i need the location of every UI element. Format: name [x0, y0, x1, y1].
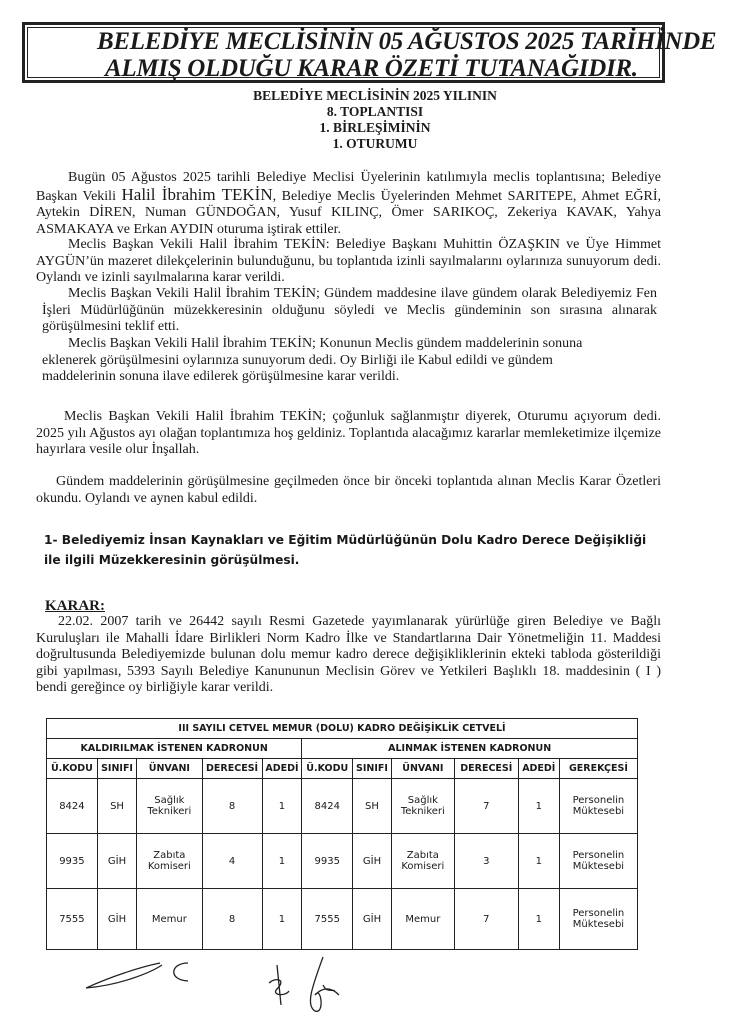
table-cell: 7555: [47, 889, 98, 950]
table-cell: 7: [454, 779, 518, 834]
column-header: ADEDİ: [518, 759, 559, 779]
document-title-box: [22, 22, 717, 83]
table-cell: Memur: [391, 889, 454, 950]
table-cell: 3: [454, 834, 518, 889]
title-line-2: ALMIŞ OLDUĞU KARAR ÖZETİ TUTANAĞIDIR.: [105, 55, 638, 82]
table-cell: SH: [97, 779, 136, 834]
table-cell: 4: [202, 834, 262, 889]
table-cell: Zabıta Komiseri: [137, 834, 202, 889]
session-heading-1: BELEDİYE MECLİSİNİN 2025 YILININ: [253, 88, 497, 103]
table-cell: 1: [262, 779, 302, 834]
agenda-item-heading: 1- Belediyemiz İnsan Kaynakları ve Eğitim Müdürlüğünün Dolu Kadro Derece Değişikliği ile ilgili Müzekkeresinin görüşülmesi.: [44, 533, 647, 567]
text: 22.02. 2007 tarih ve 26442 sayılı Resmi Gazetede yayımlanarak yürürlüğe giren Belediye ve Bağlı Kuruluşları ile Mahalli İdare Birlikleri Norm Kadro İlke ve Standartlarına Dair Yönetmeliğin 11. Maddesi doğrultusunda Belediyemizde bulunan dolu memur kadro derece değişikliklerinin ekteki tabloda gösterildiği gibi yapılması, 5393 Sayılı Belediye Kanununun Meclisin Görev ve Yetkileri Başlıklı 18. maddesinin ( I ) bendi gereğince oy birliğiyle karar verildi.: [36, 614, 661, 696]
session-heading-3: 1. BİRLEŞİMİNİN: [319, 120, 431, 135]
column-header: ÜNVANI: [391, 759, 454, 779]
table-cell: 8: [202, 779, 262, 834]
table-cell: 7: [454, 889, 518, 950]
session-heading-4: 1. OTURUMU: [332, 136, 418, 151]
column-header: DERECESİ: [202, 759, 262, 779]
signature-1: [80, 955, 190, 995]
text: Meclis Başkan Vekili Halil İbrahim TEKİN; çoğunluk sağlanmıştır diyerek, Oturumu açıyorum dedi. 2025 yılı Ağustos ayı olağan toplantımıza hoş geldiniz. Toplantıda alacağımız kararlar memleketimize ilçemize hayırlara vesile olur İnşallah.: [36, 409, 661, 458]
text: Bugün 05 Ağustos 2025 tarihli Belediye Meclisi Üyelerinin katılımıyla meclis toplantısına; Belediye Başkan Vekili: [36, 170, 661, 204]
signature-2: [265, 955, 355, 1015]
column-header: SINIFI: [97, 759, 136, 779]
table-cell: GİH: [353, 889, 392, 950]
table-cell: 9935: [302, 834, 353, 889]
table-row: [47, 779, 638, 834]
table-cell: 1: [518, 834, 559, 889]
text: Meclis Başkan Vekili Halil İbrahim TEKİN: Belediye Başkanı Muhittin ÖZAŞKIN ve Üye Himmet AYGÜN’ün mazeret dilekçelerinin bulunduğunu, bu toplantıda izinli sayılmalarını oylarınıza sunuyorum dedi. Oylandı ve izinli sayılmalarına karar verildi.: [36, 237, 661, 286]
table-cell: Memur: [137, 889, 202, 950]
column-header: ÜNVANI: [137, 759, 202, 779]
group-header-added: ALINMAK İSTENEN KADRONUN: [302, 739, 638, 759]
table-row: [47, 889, 638, 950]
table-cell: 1: [518, 779, 559, 834]
table-cell: GİH: [353, 834, 392, 889]
paragraph-opening: [36, 409, 661, 459]
table-cell: GİH: [97, 889, 136, 950]
table-cell: 9935: [47, 834, 98, 889]
text: , Belediye Meclis Üyelerinden Mehmet SARITEPE, Ahmet EĞRİ, Aytekin DİREN, Numan GÜNDOĞAN, Yusuf KILINÇ, Ömer SARIKOÇ, Zekeriya KAVAK, Yahya ASMAKAYA ve Erkan AYDIN oturuma iştirak ettiler.: [36, 188, 662, 237]
column-header: Ü.KODU: [302, 759, 353, 779]
table-title: III SAYILI CETVEL MEMUR (DOLU) KADRO DEĞİŞİKLİK CETVELİ: [47, 719, 638, 739]
table-cell: 7555: [302, 889, 353, 950]
column-header: Ü.KODU: [47, 759, 98, 779]
paragraph-excuses: [36, 237, 661, 287]
column-header: GEREKÇESİ: [559, 759, 637, 779]
session-heading-2: 8. TOPLANTISI: [326, 104, 424, 119]
column-header: DERECESİ: [454, 759, 518, 779]
table-cell: SH: [353, 779, 392, 834]
group-header-removed: KALDIRILMAK İSTENEN KADRONUN: [47, 739, 302, 759]
paragraph-vote: [42, 336, 622, 386]
staff-change-table: [46, 718, 638, 950]
table-cell: Personelin Müktesebi: [559, 779, 637, 834]
table-cell: Zabıta Komiseri: [391, 834, 454, 889]
text: Meclis Başkan Vekili Halil İbrahim TEKİN; Gündem maddesine ilave gündem olarak Belediyemiz Fen İşleri Müdürlüğünün müzekkeresinin olduğunu söyledi ve Meclis gündeminin son sırasına alınarak görüşülmesini teklif etti.: [42, 286, 657, 335]
table-cell: 1: [262, 889, 302, 950]
column-header: SINIFI: [353, 759, 392, 779]
table-cell: 8: [202, 889, 262, 950]
decision-label: KARAR:: [45, 598, 105, 614]
paragraph-previous-minutes: [36, 474, 661, 507]
table-cell: Sağlık Teknikeri: [391, 779, 454, 834]
table-cell: Personelin Müktesebi: [559, 834, 637, 889]
table-row: [47, 834, 638, 889]
table-cell: 1: [262, 834, 302, 889]
text: Gündem maddelerinin görüşülmesine geçilmeden önce bir önceki toplantıda alınan Meclis Karar Özetleri okundu. Oylandı ve aynen kabul edildi.: [36, 474, 661, 506]
decision-text: [36, 614, 661, 697]
paragraph-attendance: [36, 170, 661, 238]
table-cell: Personelin Müktesebi: [559, 889, 637, 950]
table-cell: GİH: [97, 834, 136, 889]
paragraph-additional-agenda: [42, 286, 657, 336]
table-cell: Sağlık Teknikeri: [137, 779, 202, 834]
title-line-1: BELEDİYE MECLİSİNİN 05 AĞUSTOS 2025 TARİHİNDE: [97, 28, 717, 55]
table-cell: 8424: [47, 779, 98, 834]
table-cell: 1: [518, 889, 559, 950]
text: Meclis Başkan Vekili Halil İbrahim TEKİN; Konunun Meclis gündem maddelerinin sonuna eklenerek görüşülmesini oylarınıza sunuyorum dedi. Oy Birliği ile Kabul edildi ve gündem maddelerinin sonuna ilave edilerek görüşülmesine karar verildi.: [42, 336, 583, 385]
column-header: ADEDİ: [262, 759, 302, 779]
table-cell: 8424: [302, 779, 353, 834]
chair-name: Halil İbrahim TEKİN: [121, 184, 273, 204]
